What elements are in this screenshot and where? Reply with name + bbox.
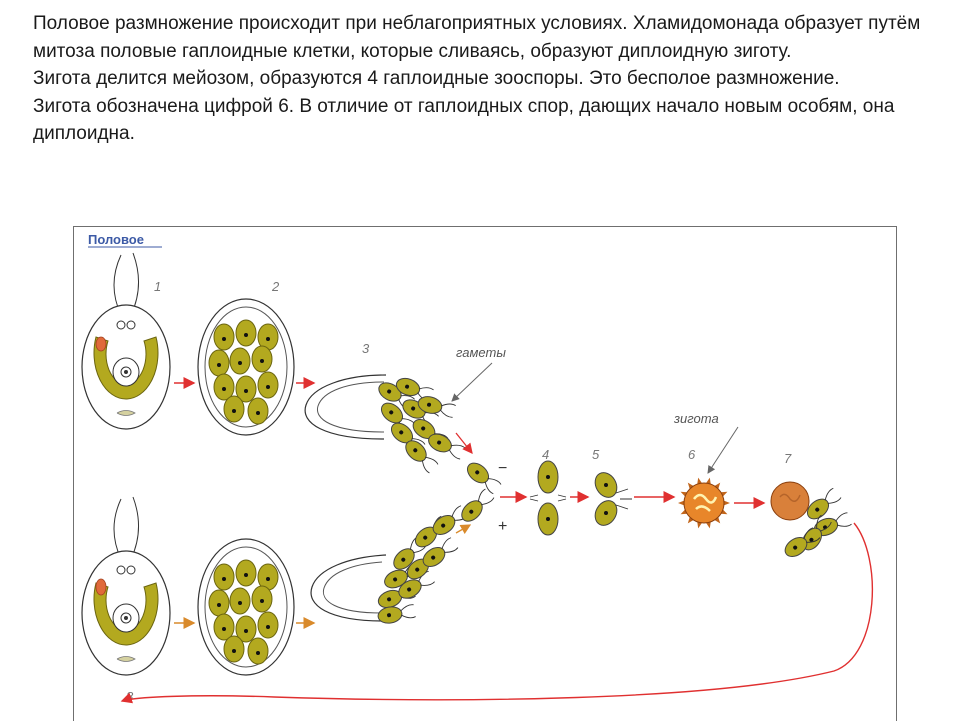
zygote: [678, 478, 730, 529]
stage-number-5: 5: [592, 447, 600, 462]
gamete-minus: [464, 459, 503, 495]
germinating-zygote: [771, 482, 852, 560]
stage-number-6: 6: [688, 447, 696, 462]
zygote-spike: [678, 501, 684, 506]
zygote-label: зигота: [674, 411, 719, 426]
stage-number-8: 8: [126, 689, 134, 704]
gametangium-bottom: [198, 539, 294, 675]
paragraph-zygote-meiosis: Зигота делится мейозом, образуются 4 гаплоидные зооспоры. Это бесполое размножение.: [33, 68, 840, 89]
zygote-spike: [724, 501, 730, 506]
figure-title: Половое: [88, 232, 144, 247]
stage-number-1: 1: [154, 279, 162, 294]
fusion-stage: [591, 469, 632, 530]
gametes-pointer: [452, 363, 492, 401]
paragraph-sexual-reproduction: Половое размножение происходит при неблагоприятных условиях. Хламидомонада образует путём митоза половые гаплоидные клетки, которые сливаясь, образуют диплоидную зиготу.: [33, 13, 921, 62]
released-gametes-top: [305, 375, 466, 474]
gametangium-top: [198, 299, 294, 435]
arrow-to-gamete-plus: [456, 525, 470, 533]
zygote-pointer: [708, 427, 738, 473]
plus-sign: +: [498, 518, 508, 535]
gamete-plus: [458, 488, 495, 525]
chlamydomonas-life-cycle-figure: [73, 226, 897, 721]
paragraph-zygote-number: Зигота обозначена цифрой 6. В отличие от гаплоидных спор, дающих начало новым особям, она диплоидна.: [33, 95, 895, 144]
gametes-label: гаметы: [456, 345, 506, 360]
arrow-to-gamete-minus: [456, 433, 472, 453]
fusing-gametes: [530, 461, 566, 535]
released-gametes-bottom: [311, 504, 469, 625]
stage-number-4: 4: [542, 447, 550, 462]
chlamydomonas-cell-bottom: [82, 497, 170, 675]
stage-number-7: 7: [784, 451, 792, 466]
minus-sign: −: [498, 460, 508, 477]
slide-text: [33, 10, 933, 148]
stage-number-2: 2: [272, 279, 280, 294]
stage-number-3: 3: [362, 341, 370, 356]
